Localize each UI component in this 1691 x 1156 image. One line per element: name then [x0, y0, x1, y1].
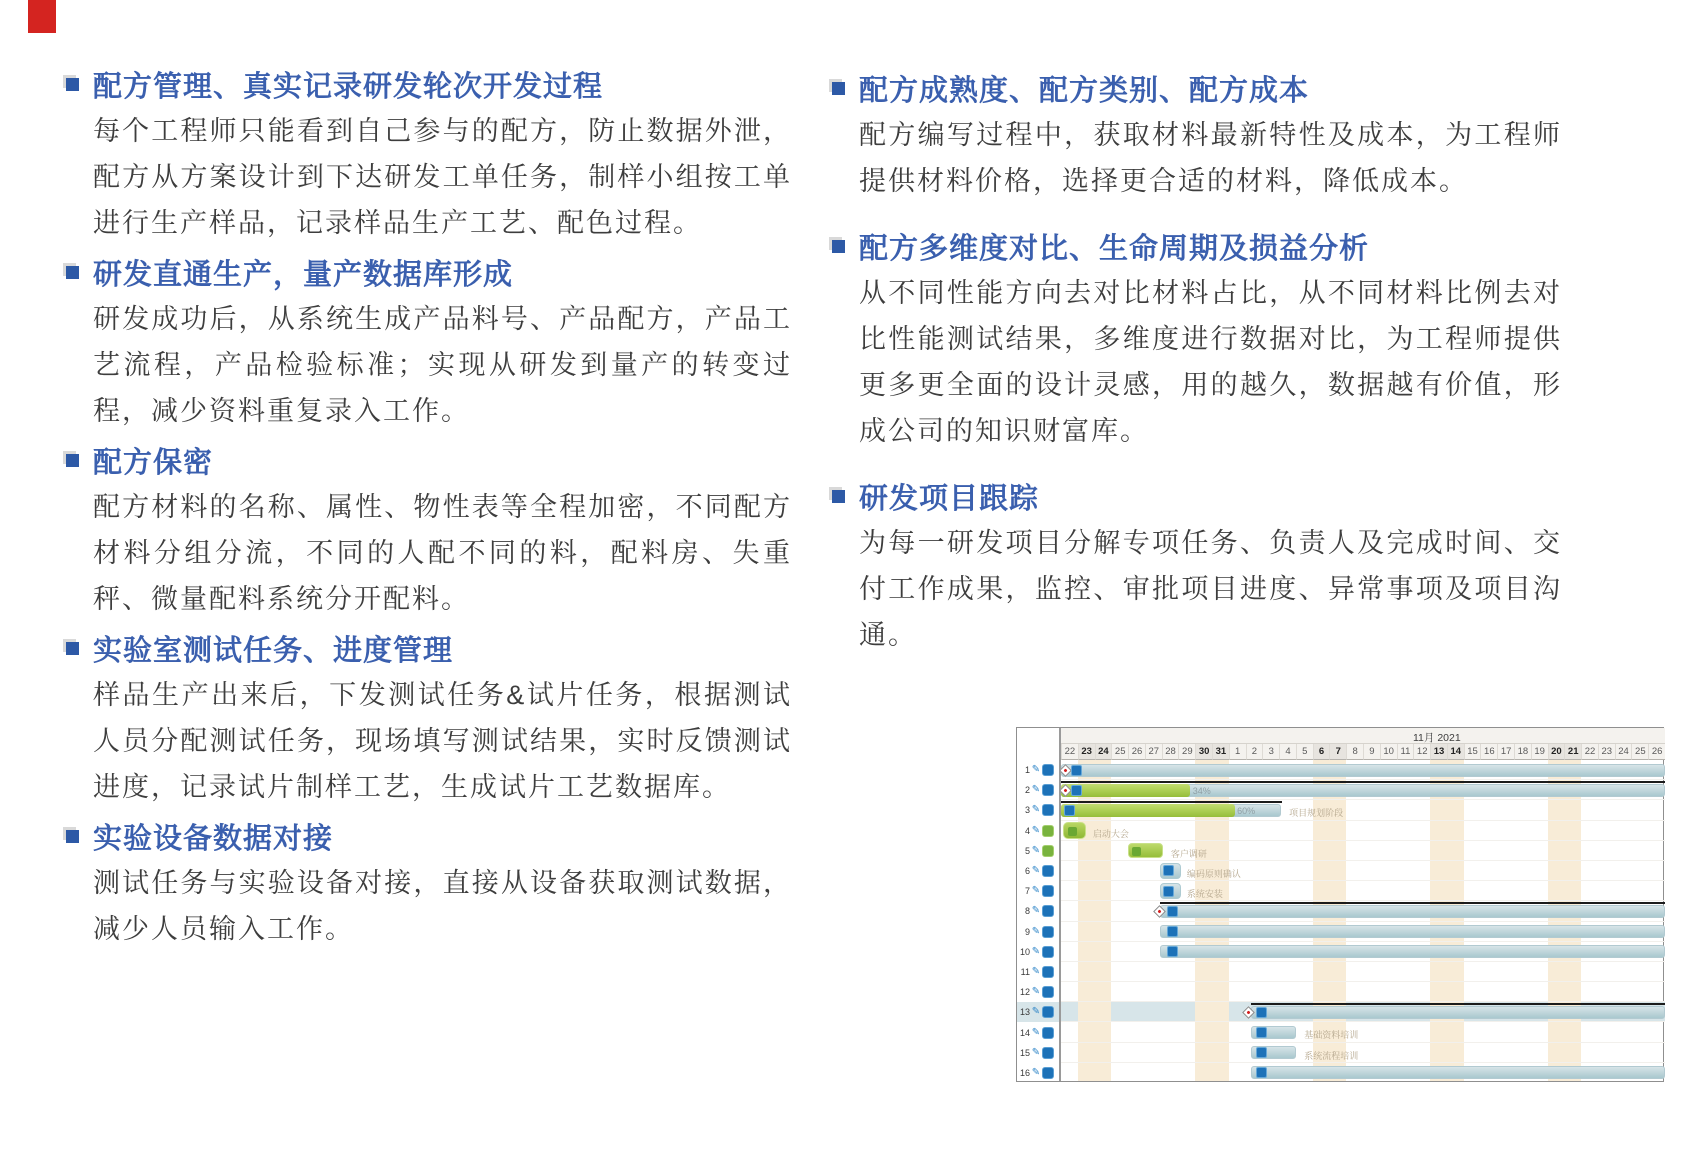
- section-title: 实验室测试任务、进度管理: [93, 634, 454, 667]
- row-number: 13: [1019, 1007, 1030, 1018]
- row-number: 9: [1024, 926, 1030, 937]
- month-label: 11月 2021: [1413, 732, 1461, 744]
- timescale-day-cell: 30: [1195, 744, 1212, 760]
- section-title: 配方保密: [93, 446, 214, 479]
- timescale-day-cell: 10: [1380, 744, 1397, 760]
- timescale-day-cell: 16: [1480, 744, 1497, 760]
- edit-pencil-icon: ✎: [1031, 925, 1041, 937]
- section-body: 为每一研发项目分解专项任务、负责人及完成时间、交付工作成果，监控、审批项目进度、异常事项及项目沟通。: [859, 528, 1562, 650]
- gantt-gutter-row: [1017, 821, 1059, 841]
- section-title: 配方多维度对比、生命周期及损益分析: [859, 232, 1370, 265]
- progress-percent-label: 60%: [1237, 805, 1256, 816]
- summary-duration-line: [1061, 801, 1282, 803]
- timescale-day-cell: 26: [1648, 744, 1665, 760]
- section-body: 配方编写过程中，获取材料最新特性及成本，为工程师提供材料价格，选择更合适的材料，降低成本。: [859, 120, 1562, 196]
- task-bar: [1160, 945, 1665, 958]
- row-status-marker: [1042, 1027, 1054, 1039]
- row-number: 6: [1024, 866, 1030, 877]
- row-number: 8: [1024, 906, 1030, 917]
- row-separator: [1061, 981, 1665, 982]
- timescale-day-cell: 12: [1413, 744, 1430, 760]
- gantt-gutter-row: [1017, 861, 1059, 881]
- section-title: 实验设备数据对接: [93, 822, 334, 855]
- timescale-day-cell: 21: [1564, 744, 1581, 760]
- section-formula-secrecy: [66, 442, 792, 622]
- timescale-day-cell: 22: [1581, 744, 1598, 760]
- row-status-marker: [1042, 946, 1054, 958]
- blue-task-handle-icon: [1167, 906, 1178, 917]
- row-status-marker: [1042, 845, 1054, 857]
- blue-task-handle-icon: [1163, 886, 1174, 897]
- timescale-day-cell: 4: [1279, 744, 1296, 760]
- blue-task-handle-icon: [1256, 1027, 1267, 1038]
- timescale-day-cell: 27: [1145, 744, 1162, 760]
- timescale-day-cell: 15: [1464, 744, 1481, 760]
- progress-percent-label: 34%: [1192, 785, 1211, 796]
- summary-duration-line: [1061, 781, 1665, 783]
- row-status-marker: [1042, 885, 1054, 897]
- bullet-square-icon: [66, 78, 79, 91]
- gantt-gutter-row: [1017, 1043, 1059, 1063]
- blue-task-handle-icon: [1167, 926, 1178, 937]
- section-rd-to-production: [66, 254, 792, 434]
- edit-pencil-icon: ✎: [1031, 1006, 1041, 1018]
- timescale-day-cell: 24: [1095, 744, 1112, 760]
- row-status-marker: [1042, 986, 1054, 998]
- row-separator: [1061, 860, 1665, 861]
- section-title: 配方成熟度、配方类别、配方成本: [859, 74, 1310, 107]
- timescale-month-row: [1061, 728, 1665, 744]
- milestone-marker: [1063, 822, 1086, 839]
- timescale-day-cell: 20: [1548, 744, 1565, 760]
- task-name-label: 基础资料培训: [1304, 1030, 1359, 1041]
- timescale-day-cell: 11: [1397, 744, 1414, 760]
- green-task-handle-icon: [1132, 847, 1141, 856]
- blue-task-handle-icon: [1256, 1047, 1267, 1058]
- blue-task-handle-icon: [1071, 785, 1082, 796]
- gantt-gutter-row: [1017, 881, 1059, 901]
- timescale-day-cell: 14: [1447, 744, 1464, 760]
- blue-task-handle-icon: [1064, 805, 1075, 816]
- row-status-marker: [1042, 825, 1054, 837]
- row-status-marker: [1042, 1047, 1054, 1059]
- bullet-square-icon: [66, 266, 79, 279]
- edit-pencil-icon: ✎: [1031, 865, 1041, 877]
- section-formula-maturity: [832, 70, 1562, 204]
- timescale-day-cell: 13: [1430, 744, 1447, 760]
- section-lab-testing: [66, 630, 792, 810]
- bullet-square-icon: [832, 82, 845, 95]
- right-column: [832, 70, 1562, 658]
- edit-pencil-icon: ✎: [1031, 965, 1041, 977]
- left-column: [66, 66, 792, 952]
- timescale-day-cell: 2: [1246, 744, 1263, 760]
- row-number: 12: [1019, 987, 1030, 998]
- row-status-marker: [1042, 905, 1054, 917]
- section-body: 配方材料的名称、属性、物性表等全程加密，不同配方材料分组分流，不同的人配不同的料，配料房、失重秤、微量配料系统分开配料。: [93, 492, 792, 614]
- row-status-marker: [1042, 1006, 1054, 1018]
- task-name-label: 客户调研: [1170, 848, 1207, 859]
- blue-task-handle-icon: [1256, 1067, 1267, 1078]
- gantt-gutter-row: [1017, 962, 1059, 982]
- section-body: 样品生产出来后，下发测试任务&试片任务，根据测试人员分配测试任务，现场填写测试结果，实时反馈测试进度，记录试片制样工艺，生成试片工艺数据库。: [93, 680, 792, 802]
- edit-pencil-icon: ✎: [1031, 905, 1041, 917]
- gantt-gutter-row: [1017, 1022, 1059, 1042]
- row-status-marker: [1042, 764, 1054, 776]
- timescale-day-cell: 31: [1212, 744, 1229, 760]
- timescale-day-cell: 25: [1111, 744, 1128, 760]
- row-number: 16: [1019, 1067, 1030, 1078]
- timescale-day-cell: 24: [1615, 744, 1632, 760]
- bullet-square-icon: [832, 240, 845, 253]
- task-name-label: 系统安装: [1186, 889, 1223, 900]
- gantt-gutter-row: [1017, 1063, 1059, 1083]
- task-name-label: 编码原则确认: [1186, 868, 1241, 879]
- timescale-day-cell: 17: [1497, 744, 1514, 760]
- timescale-day-cell: 3: [1262, 744, 1279, 760]
- row-status-marker: [1042, 804, 1054, 816]
- edit-pencil-icon: ✎: [1031, 804, 1041, 816]
- row-status-marker: [1042, 784, 1054, 796]
- gantt-gutter-row: [1017, 780, 1059, 800]
- row-separator: [1061, 820, 1665, 821]
- gantt-gutter-row: [1017, 1002, 1059, 1022]
- timescale-day-cell: 25: [1631, 744, 1648, 760]
- section-project-tracking: [832, 478, 1562, 658]
- task-bar: [1160, 905, 1665, 918]
- row-number: 7: [1024, 886, 1030, 897]
- gantt-gutter-row: [1017, 901, 1059, 921]
- gantt-chart-screenshot: [1016, 727, 1664, 1082]
- row-number: 5: [1024, 845, 1030, 856]
- task-name-label: 项目规划阶段: [1289, 808, 1344, 819]
- row-separator: [1061, 1021, 1665, 1022]
- task-bar: [1160, 925, 1665, 938]
- section-title: 研发项目跟踪: [859, 482, 1040, 515]
- gantt-gutter-row: [1017, 922, 1059, 942]
- row-separator: [1061, 880, 1665, 881]
- row-number: 11: [1020, 966, 1030, 977]
- gantt-gutter-row: [1017, 760, 1059, 780]
- edit-pencil-icon: ✎: [1031, 945, 1041, 957]
- row-number: 14: [1019, 1027, 1030, 1038]
- bullet-square-icon: [66, 454, 79, 467]
- timescale-day-cell: 23: [1598, 744, 1615, 760]
- row-separator: [1061, 840, 1665, 841]
- bullet-square-icon: [832, 490, 845, 503]
- blue-task-handle-icon: [1256, 1007, 1267, 1018]
- section-body: 每个工程师只能看到自己参与的配方，防止数据外泄，配方从方案设计到下达研发工单任务，制样小组按工单进行生产样品，记录样品生产工艺、配色过程。: [93, 116, 792, 238]
- bullet-square-icon: [66, 830, 79, 843]
- section-device-integration: [66, 818, 792, 952]
- timescale-day-cell: 5: [1296, 744, 1313, 760]
- green-task-handle-icon: [1068, 827, 1077, 836]
- task-bar: [1251, 1066, 1665, 1079]
- timescale-day-cell: 1: [1229, 744, 1246, 760]
- gutter-divider: [1059, 728, 1061, 1081]
- section-body: 研发成功后，从系统生成产品料号、产品配方，产品工艺流程，产品检验标准；实现从研发到量产的转变过程，减少资料重复录入工作。: [93, 304, 792, 426]
- row-number: 1: [1024, 765, 1030, 776]
- section-multidim-compare: [832, 228, 1562, 454]
- gantt-gutter-row: [1017, 982, 1059, 1002]
- section-formula-management: [66, 66, 792, 246]
- row-number: 3: [1024, 805, 1030, 816]
- edit-pencil-icon: ✎: [1031, 784, 1041, 796]
- row-status-marker: [1042, 865, 1054, 877]
- task-bar: [1061, 764, 1665, 777]
- row-number: 4: [1024, 825, 1030, 836]
- row-separator: [1061, 921, 1665, 922]
- row-status-marker: [1042, 1067, 1054, 1079]
- task-progress-bar: [1061, 804, 1235, 817]
- summary-duration-line: [1160, 902, 1665, 904]
- timescale-day-cell: 28: [1162, 744, 1179, 760]
- edit-pencil-icon: ✎: [1031, 986, 1041, 998]
- task-bar: [1251, 1006, 1665, 1019]
- row-separator: [1061, 1042, 1665, 1043]
- summary-duration-line: [1251, 1003, 1665, 1005]
- timescale-day-cell: 19: [1531, 744, 1548, 760]
- red-corner-mark: [28, 0, 56, 33]
- section-title: 研发直通生产，量产数据库形成: [93, 258, 514, 291]
- row-number: 15: [1019, 1047, 1030, 1058]
- timescale-day-cell: 29: [1178, 744, 1195, 760]
- edit-pencil-icon: ✎: [1031, 1046, 1041, 1058]
- row-number: 2: [1024, 785, 1030, 796]
- row-number: 10: [1019, 946, 1030, 957]
- row-status-marker: [1042, 926, 1054, 938]
- blue-task-handle-icon: [1167, 946, 1178, 957]
- row-status-marker: [1042, 966, 1054, 978]
- timescale-day-cell: 8: [1346, 744, 1363, 760]
- gantt-gutter-row: [1017, 841, 1059, 861]
- section-body: 测试任务与实验设备对接，直接从设备获取测试数据，减少人员输入工作。: [93, 868, 792, 944]
- edit-pencil-icon: ✎: [1031, 885, 1041, 897]
- edit-pencil-icon: ✎: [1031, 824, 1041, 836]
- section-body: 从不同性能方向去对比材料占比，从不同材料比例去对比性能测试结果，多维度进行数据对比，为工程师提供更多更全面的设计灵感，用的越久，数据越有价值，形成公司的知识财富库。: [859, 278, 1562, 446]
- blue-task-handle-icon: [1163, 865, 1174, 876]
- task-name-label: 系统流程培训: [1304, 1050, 1359, 1061]
- gantt-timeline: [1061, 728, 1665, 1081]
- gantt-gutter-row: [1017, 800, 1059, 820]
- timescale-day-cell: 26: [1128, 744, 1145, 760]
- timescale-day-cell: 9: [1363, 744, 1380, 760]
- edit-pencil-icon: ✎: [1031, 844, 1041, 856]
- row-separator: [1061, 961, 1665, 962]
- timescale-day-cell: 7: [1329, 744, 1346, 760]
- section-title: 配方管理、真实记录研发轮次开发过程: [93, 70, 604, 103]
- edit-pencil-icon: ✎: [1031, 764, 1041, 776]
- timescale-day-cell: 18: [1514, 744, 1531, 760]
- blue-task-handle-icon: [1071, 765, 1082, 776]
- row-separator: [1061, 1062, 1665, 1063]
- edit-pencil-icon: ✎: [1031, 1066, 1041, 1078]
- gantt-gutter-row: [1017, 942, 1059, 962]
- timescale-day-cell: 6: [1313, 744, 1330, 760]
- task-name-label: 启动大会: [1092, 828, 1129, 839]
- gantt-row-gutter: [1017, 728, 1059, 1081]
- timescale-day-cell: 22: [1061, 744, 1078, 760]
- timescale-day-cell: 23: [1078, 744, 1095, 760]
- edit-pencil-icon: ✎: [1031, 1026, 1041, 1038]
- bullet-square-icon: [66, 642, 79, 655]
- row-separator: [1061, 941, 1665, 942]
